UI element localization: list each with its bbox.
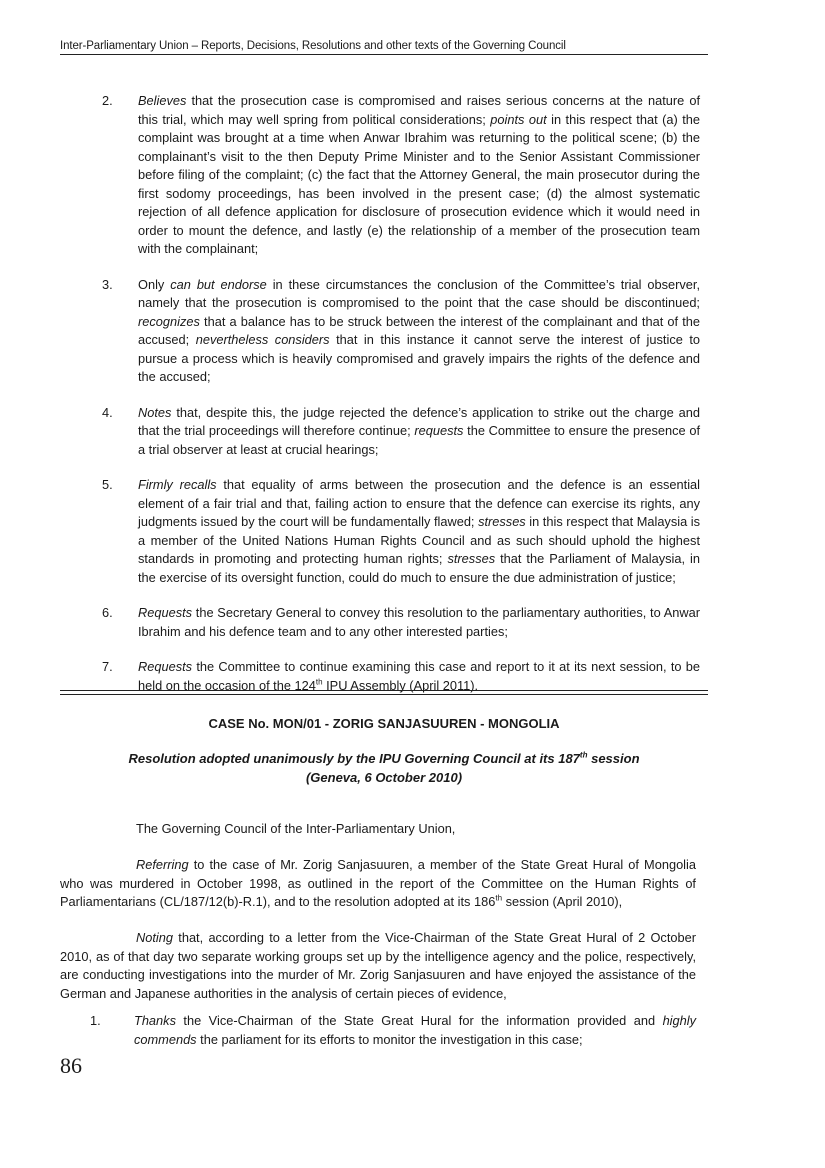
text-run: the parliament for its efforts to monitor the investigation in this case; [196, 1031, 583, 1047]
running-header: Inter-Parliamentary Union – Reports, Decisions, Resolutions and other texts of the Governing Council [60, 40, 708, 55]
text-run: in these circumstances the conclusion of the Committee’s trial observer, namely that the prosecution is compromised to the point that the case should be discontinued; [138, 276, 700, 310]
resolution-item [60, 476, 700, 587]
text-run: the Vice-Chairman of the State Great Hural for the information provided and [175, 1013, 663, 1028]
resolution-item [60, 404, 700, 460]
referring-paragraph [60, 856, 696, 912]
emphasis-text: Notes [138, 404, 172, 420]
text-run: the Committee to continue examining this case and report to it at its next session, to be held on the occasion of the 124 [138, 659, 700, 693]
text-run: IPU Assembly (April 2011). [322, 677, 479, 693]
text-run: in this respect that Malaysia is a member of the United Nations Human Rights Council and as such should uphold the highest standards in promoting and protecting human rights; [138, 514, 700, 566]
item-text [138, 604, 700, 641]
resolution-item [60, 276, 700, 387]
item-number: 3. [102, 276, 113, 292]
item-text [138, 276, 700, 387]
ordinal-suffix: th [495, 893, 503, 903]
text-run: that in this instance it cannot serve the interest of justice to pursue a process which is heavily compromised and gravely impairs the rights of the defence and the accused; [138, 332, 701, 384]
emphasis-text: requests [414, 423, 464, 438]
item-number: 1. [90, 1013, 101, 1028]
emphasis-text: Requests [138, 605, 193, 620]
item-number: 7. [102, 659, 113, 674]
emphasis-text: Referring [136, 857, 189, 872]
intro-paragraph: The Governing Council of the Inter-Parliamentary Union, [136, 821, 456, 836]
item-number: 4. [102, 404, 113, 420]
text-run: to the case of Mr. Zorig Sanjasuuren, a member of the State Great Hural of Mongolia who was murdered in October 1998, as outlined in the report of the Committee on the Human Rights of Parliamentarians (CL/187/12(b)-R.1), and to the resolution adopted at its 186 [60, 857, 696, 909]
emphasis-text: nevertheless considers [195, 332, 330, 347]
item-number: 2. [102, 93, 113, 108]
subtitle-date: (Geneva, 6 October 2010) [305, 770, 463, 785]
emphasis-text: Noting [136, 930, 173, 945]
text-run: that, despite this, the judge rejected the defence’s application to strike out the charge and that the trial proceedings will therefore continue; [138, 404, 700, 438]
text-run: session (April 2010), [502, 894, 623, 909]
emphasis-text: stresses [447, 551, 496, 566]
emphasis-text: Thanks [134, 1013, 176, 1028]
emphasis-text: can but endorse [170, 276, 267, 292]
resolution-item [60, 604, 700, 641]
text-run: the Secretary General to convey this resolution to the parliamentary authorities, to Anwar Ibrahim and his defence team and to any other interested parties; [138, 605, 700, 639]
text-run: that the prosecution case is compromised and raises serious concerns at the nature of this trial, which may well spring from political considerations; [138, 93, 700, 127]
page-number: 86 [60, 1053, 82, 1078]
noting-paragraph [60, 929, 696, 1003]
text-run: that equality of arms between the prosecution and the defence is an essential element of a fair trial and that, failing action to ensure that the defence can exercise its rights, any judgments issued by the court will be fundamentally flawed; [138, 477, 700, 529]
text-run: that, according to a letter from the Vice-Chairman of the State Great Hural of 2 October 2010, as of that day two separate working groups set up by the intelligence agency and the police, respectively, are conducting investigations into the murder of Mr. Zorig Sanjasuuren and have enjoyed the assistance of the German and Japanese authorities in the analysis of certain pieces of evidence, [60, 930, 696, 1001]
text-run: in this respect that (a) the complaint was brought at a time when Anwar Ibrahim was returning to the political scene; (b) the complainant’s visit to the then Deputy Prime Minister and to the Senior Assistant Commissioner before filing of the complaint; (c) the fact that the Attorney General, the main prosecutor during the first sodomy proceedings, has been involved in the present case; (d) the almost systematic rejection of all defence application for disclosure of prosecution evidence which it would need in order to mount the defence, and lastly (e) the relationship of a member of the prosecution team with the complainant; [138, 111, 700, 256]
text-run: that a balance has to be struck between the interest of the complainant and that of the accused; [138, 313, 700, 347]
resolution-item [60, 92, 700, 259]
case-subtitle [60, 749, 708, 787]
emphasis-text: highly commends [134, 1013, 696, 1047]
operative-item [60, 1012, 696, 1049]
case-title: CASE No. MON/01 - ZORIG SANJASUUREN - MONGOLIA [208, 716, 560, 731]
emphasis-text: Requests [138, 659, 193, 674]
item-text [138, 476, 700, 587]
subtitle-text: Resolution adopted unanimously by the IPU Governing Council at its 187 [128, 751, 580, 766]
emphasis-text: recognizes [138, 313, 200, 329]
emphasis-text: stresses [478, 514, 526, 529]
item-number: 6. [102, 605, 113, 620]
text-run: that the Parliament of Malaysia, in the exercise of its oversight function, could do much to ensure the due administration of justice; [138, 551, 700, 585]
section-divider [60, 690, 708, 695]
text-run: Only [138, 276, 171, 292]
resolution-items [60, 92, 700, 695]
subtitle-text-end: session [587, 751, 640, 766]
item-number: 5. [102, 477, 113, 492]
emphasis-text: points out [490, 111, 547, 127]
subtitle-ordinal: th [579, 750, 588, 760]
emphasis-text: Believes [138, 93, 187, 108]
item-text [138, 404, 700, 460]
item-text [134, 1012, 696, 1049]
item-text [138, 92, 700, 259]
emphasis-text: Firmly recalls [138, 477, 217, 492]
ordinal-suffix: th [315, 677, 323, 687]
text-run: the Committee to ensure the presence of a trial observer at least at crucial hearings; [138, 423, 700, 457]
